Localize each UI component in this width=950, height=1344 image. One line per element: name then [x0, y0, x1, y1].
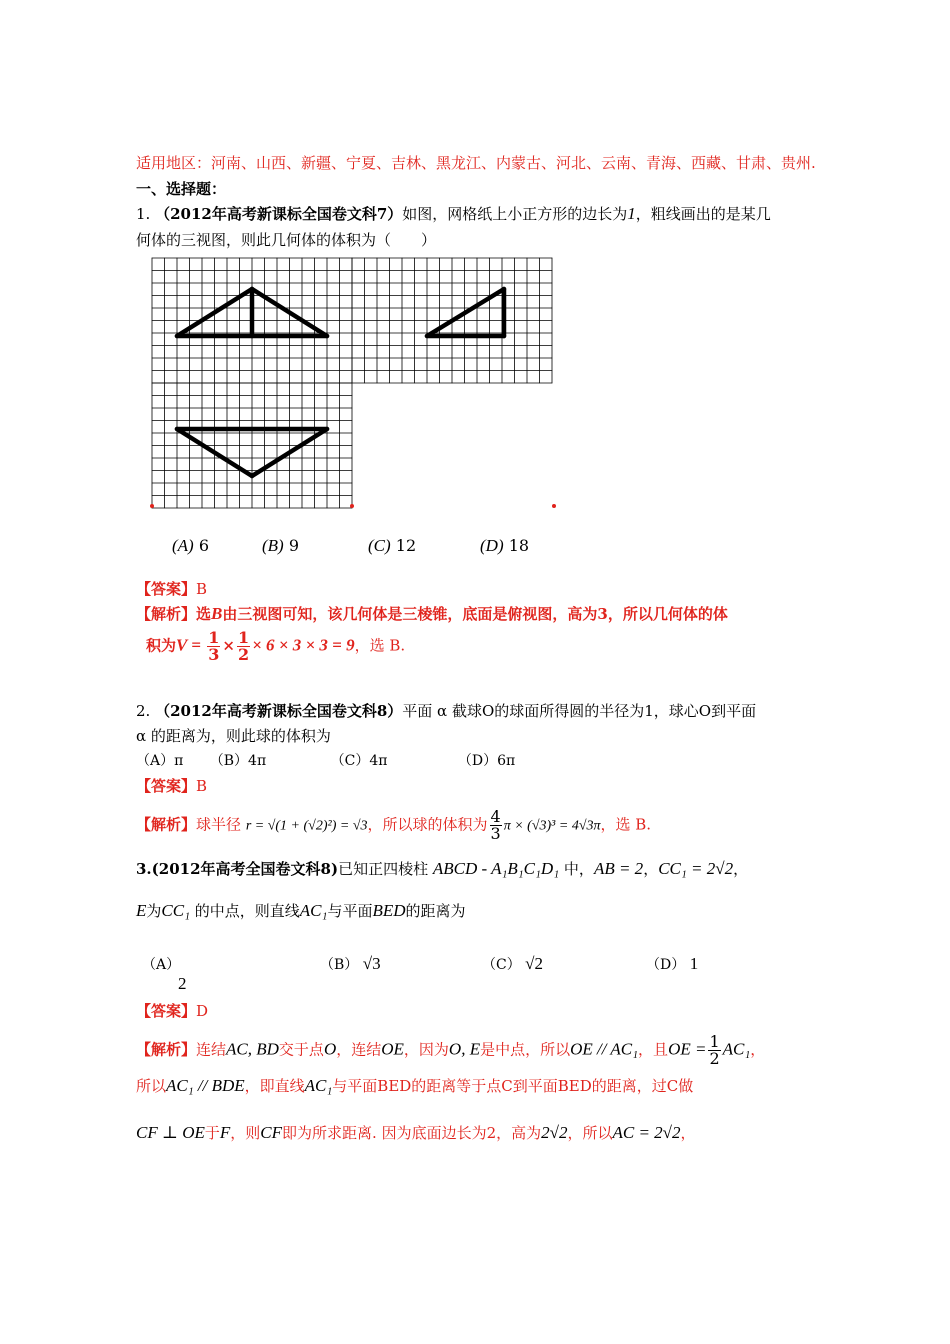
- q1-line-2: 何体的三视图，则此几何体的体积为（ ）: [136, 231, 437, 249]
- q3-option-a: （A） 2: [142, 957, 187, 993]
- q2-option-b: （B）4π: [209, 753, 267, 769]
- applicable-regions: 适用地区：河南、山西、新疆、宁夏、吉林、黑龙江、内蒙古、河北、云南、青海、西藏、甘肃、贵州.: [136, 154, 816, 172]
- q3-option-c: （C） √2: [482, 954, 544, 973]
- q1-option-c: (C) 12: [368, 536, 417, 555]
- q3-line-2: E为CC₁ 的中点，则直线AC₁与平面BED的距离为: [136, 901, 466, 920]
- q1-option-b: (B) 9: [262, 536, 299, 555]
- q2-option-a: （A）π: [136, 753, 184, 769]
- q1-option-a: (A) 6: [172, 536, 209, 555]
- corner-dot: [350, 504, 354, 508]
- q1-source: （2012年高考新课标全国卷文科7）: [155, 205, 403, 223]
- side-view-edge: [427, 289, 504, 336]
- q2-line-2: α 的距离为，则此球的体积为: [136, 727, 331, 745]
- q2-line-1: 2. （2012年高考新课标全国卷文科8）平面 α 截球O的球面所得圆的半径为1，球心O到平面: [136, 702, 757, 720]
- q1-line-1: [136, 203, 771, 224]
- fraction-1-2-b: $\frac{1}{2}$: [709, 1032, 720, 1068]
- q3-analysis-line-3: CF ⊥ OE于F，则CF即为所求距离. 因为底面边长为2，高为2√2，所以AC = 2√2，: [136, 1123, 696, 1142]
- q3-option-b: （B） √3: [320, 954, 381, 973]
- q1-option-d: (D) 18: [480, 536, 530, 555]
- q1-analysis-line-2: 积为V = $\frac{1}{3}$ × $\frac{1}{2}$ × 6 × 3 × 3 = 9，选 B.: [146, 628, 406, 664]
- q2-option-c: （C）4π: [330, 753, 388, 769]
- q1-number: 1.: [136, 205, 151, 223]
- q1-text-b: ，粗线画出的是某几: [635, 205, 771, 223]
- q2-analysis: 【解析】球半径 r = √(1 + (√2)²) = √3，所以球的体积为 $\frac{4}{3}$ π × (√3)³ = 4√3π，选 B.: [136, 807, 652, 843]
- q1-analysis-line-1: 【解析】选B由三视图可知，该几何体是三棱锥，底面是俯视图，高为3，所以几何体的体: [136, 604, 728, 623]
- q2-option-d: （D）6π: [457, 753, 516, 769]
- fraction-4-3: $\frac{4}{3}$: [490, 807, 501, 843]
- q3-analysis-line-2: 所以AC₁ // BDE，即直线AC₁与平面BED的距离等于点C到平面BED的距离，过C做: [136, 1076, 694, 1095]
- section-title: 一、选择题：: [136, 180, 227, 198]
- three-view-figure: [148, 256, 558, 512]
- q1-side: 1: [627, 204, 636, 223]
- q1-answer: 【答案】B: [136, 580, 208, 598]
- corner-dot: [552, 504, 556, 508]
- q3-option-d: （D） 1: [646, 954, 699, 973]
- q2-options: [136, 750, 515, 770]
- q1-text-a: 如图，网格纸上小正方形的边长为: [402, 205, 628, 223]
- fraction-1-2: $\frac{1}{2}$: [237, 628, 250, 664]
- q3-line-1: 3.(2012年高考全国卷文科8)已知正四棱柱 ABCD - A₁B₁C₁D₁ 中，AB = 2，CC₁ = 2√2，: [136, 859, 749, 878]
- fraction-1-3: $\frac{1}{3}$: [208, 628, 220, 664]
- q3-answer: 【答案】D: [136, 1002, 209, 1020]
- q3-analysis-line-1: 【解析】连结AC, BD交于点O，连结OE，因为O, E是中点，所以OE // AC₁，且OE = $\frac{1}{2}$ AC₁，: [136, 1032, 766, 1068]
- corner-dot: [150, 504, 154, 508]
- q2-answer: 【答案】B: [136, 777, 208, 795]
